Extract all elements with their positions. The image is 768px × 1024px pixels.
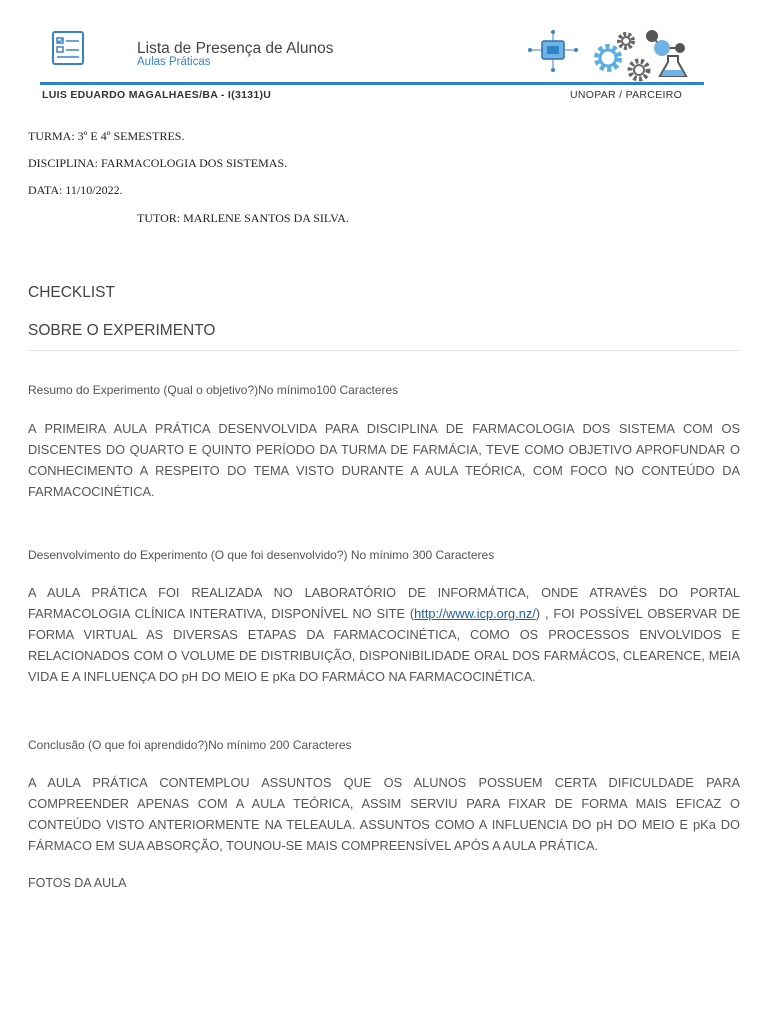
tutor-line: TUTOR: MARLENE SANTOS DA SILVA.	[137, 211, 349, 225]
conclusao-answer: A AULA PRÁTICA CONTEMPLOU ASSUNTOS QUE OS ALUNOS POSSUEM CERTA DIFICULDADE PARA COMPREENDER APENAS COM A AULA TEÓRICA, ASSIM SERVIU PARA FIXAR DE FORMA MAIS EFICAZ O CONTEÚDO VISTO ANTERIORMENTE NA TELEAULA. ASSUNTOS COMO A INFLUENCIA DO pH DO MEIO E pKa DO FÁRMACO EM SUA ABSORÇÃO, TOUNOU-SE MAIS COMPREENSÍVEL APÓS A AULA PRÁTICA.	[28, 775, 740, 853]
desenvolvimento-question: Desenvolvimento do Experimento (O que foi desenvolvido?) No mínimo 300 Caracteres	[28, 548, 495, 562]
data-line: DATA: 11/10/2022.	[28, 183, 123, 197]
lab-gears-flask-icon	[528, 26, 698, 82]
resumo-question: Resumo do Experimento (Qual o objetivo?)No mínimo100 Caracteres	[28, 383, 399, 397]
header-title: Lista de Presença de Alunos	[137, 40, 334, 57]
experiment-heading: SOBRE O EXPERIMENTO	[28, 322, 216, 339]
conclusao-question: Conclusão (O que foi aprendido?)No mínimo 200 Caracteres	[28, 738, 352, 752]
resumo-answer: A PRIMEIRA AULA PRÁTICA DESENVOLVIDA PARA DISCIPLINA DE FARMACOLOGIA DOS SISTEMA COM OS DISCENTES DO QUARTO E QUINTO PERÍODO DA TURMA DE FARMÁCIA, TEVE COMO OBJETIVO APROFUNDAR O CONHECIMENTO A RESPEITO DO TEMA VISTO DURANTE A AULA TEÓRICA, COM FOCO NO CONTEÚDO DA FARMACOCINÉTICA.	[28, 421, 740, 499]
desenvolvimento-text-after: ) , FOI POSSÍVEL OBSERVAR DE FORMA VIRTUAL AS DIVERSAS ETAPAS DA FARMACOCINÉTICA, COMO OS PROCESSOS ENVOLVIDOS E RELACIONADOS COM O VOLUME DE DISTRIBUIÇÃO, DISPONIBILIDADE ORAL DOS FARMÁCOS, CLEARENCE, MEIA VIDA E A INFLUENÇA DO pH DO MEIO E pKa DO FARMÁCO NA FARMACOCINÉTICA.	[28, 606, 740, 684]
desenvolvimento-answer	[28, 582, 740, 687]
header-location: LUIS EDUARDO MAGALHAES/BA - I(3131)U	[42, 89, 272, 101]
header-rule	[40, 82, 704, 85]
checklist-heading: CHECKLIST	[28, 284, 115, 301]
document-header	[0, 0, 768, 110]
turma-line: TURMA: 3º E 4º SEMESTRES.	[28, 129, 185, 143]
disciplina-line: DISCIPLINA: FARMACOLOGIA DOS SISTEMAS.	[28, 156, 288, 170]
icp-site-link[interactable]: http://www.icp.org.nz/	[414, 606, 536, 621]
checklist-document-icon	[50, 30, 88, 66]
desenvolvimento-text-before: A AULA PRÁTICA FOI REALIZADA NO LABORATÓRIO DE INFORMÁTICA, ONDE ATRAVÉS DO PORTAL FARMACOLOGIA CLÍNICA INTERATIVA, DISPONÍVEL NO SITE (	[28, 585, 740, 621]
header-institution: UNOPAR / PARCEIRO	[570, 89, 683, 101]
fotos-label: FOTOS DA AULA	[28, 876, 127, 890]
header-subtitle: Aulas Práticas	[137, 56, 211, 68]
section-divider	[28, 350, 740, 351]
